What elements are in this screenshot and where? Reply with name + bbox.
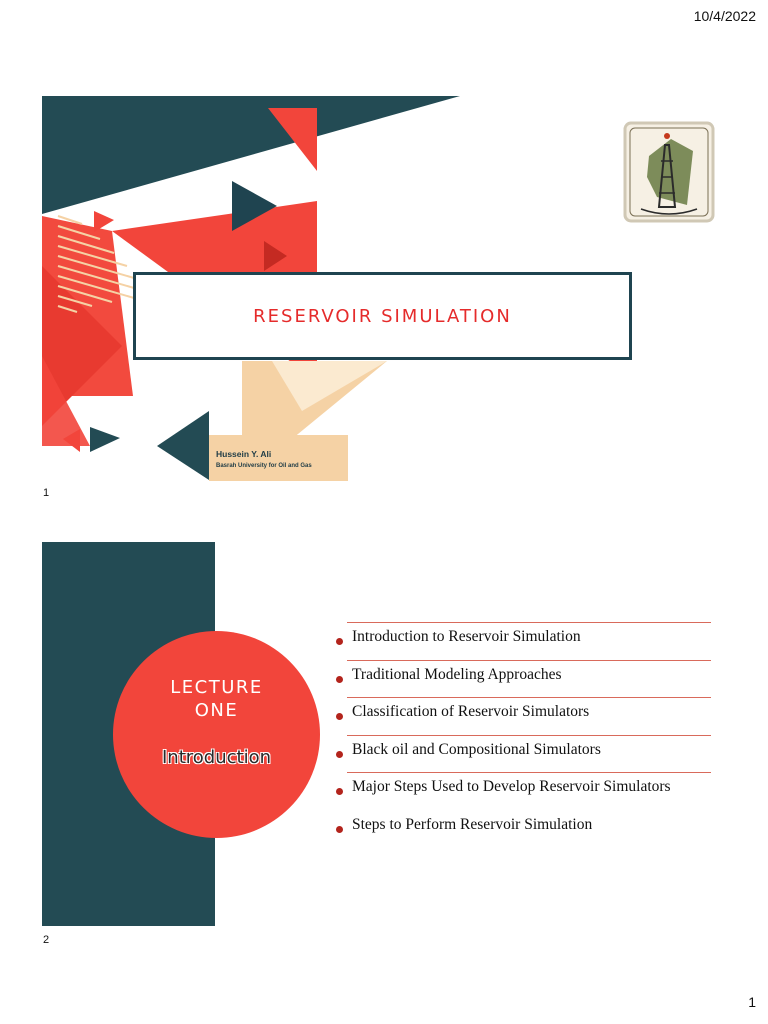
list-item: Black oil and Compositional Simulators xyxy=(333,735,711,773)
list-item: Major Steps Used to Develop Reservoir Simulators xyxy=(333,772,711,810)
author-box xyxy=(209,435,348,481)
bullet-icon xyxy=(336,826,343,833)
page-number: 1 xyxy=(748,994,756,1010)
list-item: Traditional Modeling Approaches xyxy=(333,660,711,698)
slide-number: 1 xyxy=(43,487,50,499)
slide-title: RESERVOIR SIMULATION xyxy=(253,305,512,327)
university-seal-icon xyxy=(623,121,715,223)
title-box xyxy=(133,272,632,360)
list-item: Introduction to Reservoir Simulation xyxy=(333,622,711,660)
slide-number: 2 xyxy=(43,934,50,946)
slide-1 xyxy=(42,96,712,481)
bullet-icon xyxy=(336,638,343,645)
lecture-subtitle: Introduction xyxy=(161,747,271,768)
date: 10/4/2022 xyxy=(693,8,756,24)
bullet-icon xyxy=(336,751,343,758)
bullet-icon xyxy=(336,713,343,720)
topic-list xyxy=(333,622,711,847)
lecture-circle xyxy=(113,631,320,838)
list-item: Classification of Reservoir Simulators xyxy=(333,697,711,735)
list-item: Steps to Perform Reservoir Simulation xyxy=(333,810,711,848)
bullet-icon xyxy=(336,788,343,795)
author-affiliation: Basrah University for Oil and Gas xyxy=(216,463,312,469)
bullet-icon xyxy=(336,676,343,683)
author-name: Hussein Y. Ali xyxy=(216,449,272,459)
lecture-label: LECTURE ONE xyxy=(170,677,263,721)
